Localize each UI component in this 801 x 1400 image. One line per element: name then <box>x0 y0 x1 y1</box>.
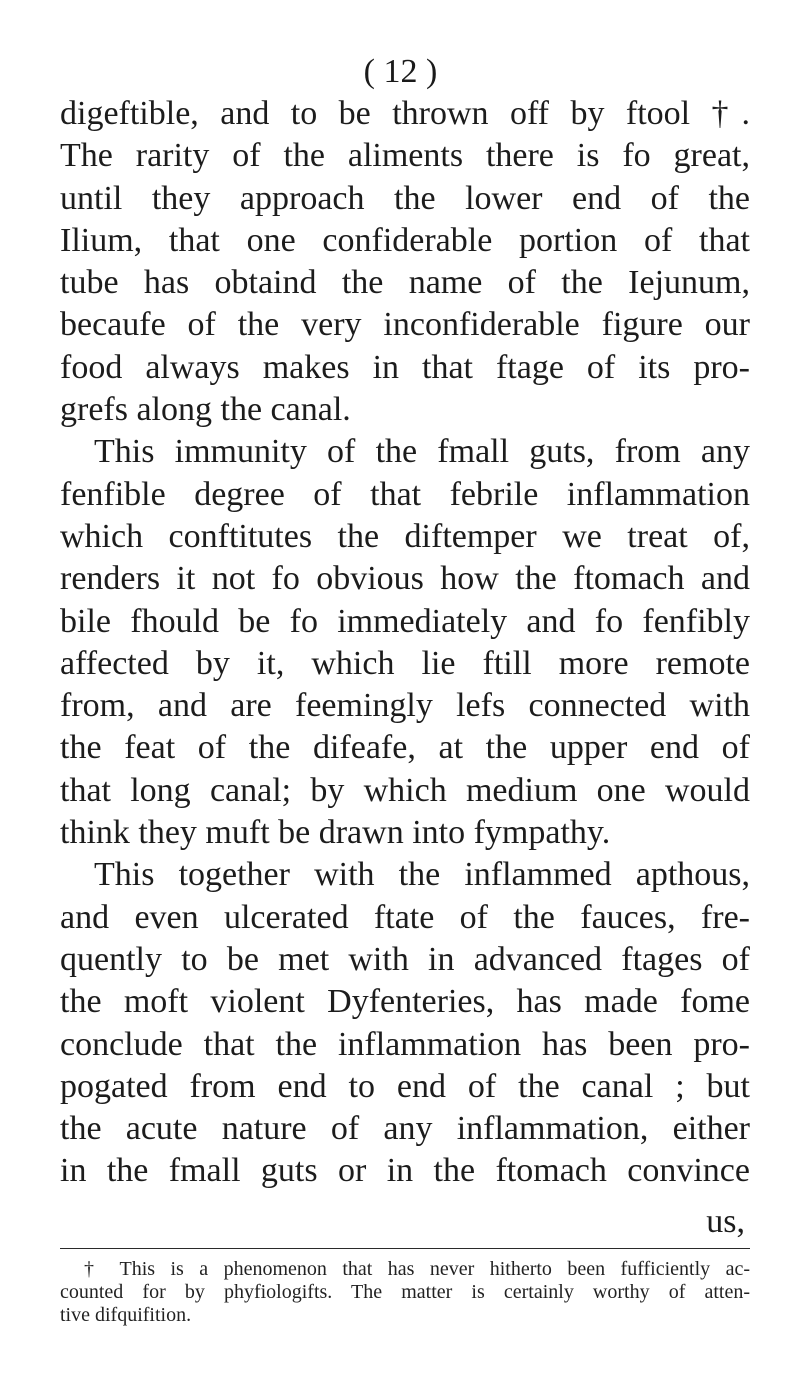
footnote-line: † This is a phenomenon that has never hitherto been fufficiently ac- <box>84 1258 750 1280</box>
catchword: us, <box>706 1203 745 1240</box>
text-line: which conftitutes the diftemper we treat of, <box>60 517 750 555</box>
page-number: ( 12 ) <box>363 53 438 90</box>
text-line: food always makes in that ftage of its pro- <box>60 348 750 386</box>
footnote-line: tive difquifition. <box>60 1304 192 1326</box>
text-line: pogated from end to end of the canal ; but <box>60 1067 750 1105</box>
text-line: conclude that the inflammation has been pro- <box>60 1025 750 1063</box>
text-line: The rarity of the aliments there is fo great, <box>60 137 750 175</box>
text-line: the feat of the difeafe, at the upper end of <box>60 729 750 767</box>
text-line: the moft violent Dyfenteries, has made fome <box>60 983 750 1021</box>
footnote <box>60 1258 750 1327</box>
text-line: bile fhould be fo immediately and fo fenfibly <box>60 602 750 640</box>
footnote-line: counted for by phyfiologifts. The matter is certainly worthy of atten- <box>60 1281 750 1303</box>
text-line: fenfible degree of that febrile inflammation <box>60 475 750 513</box>
text-line: This together with the inflammed apthous, <box>94 856 750 894</box>
text-line: affected by it, which lie ftill more remote <box>60 644 750 682</box>
text-line: This immunity of the fmall guts, from any <box>94 433 750 471</box>
text-line: that long canal; by which medium one would <box>60 771 750 809</box>
text-line: in the fmall guts or in the ftomach convince <box>60 1152 750 1190</box>
footnote-divider <box>60 1248 750 1249</box>
text-line: renders it not fo obvious how the ftomach and <box>60 560 750 598</box>
body-text <box>60 93 750 1193</box>
text-line: grefs along the canal. <box>60 391 351 429</box>
text-line: until they approach the lower end of the <box>60 179 750 217</box>
text-line: tube has obtaind the name of the Iejunum, <box>60 264 750 302</box>
text-line: becaufe of the very inconfiderable figure our <box>60 306 750 344</box>
text-line: Ilium, that one confiderable portion of that <box>60 221 750 259</box>
text-line: think they muft be drawn into fympathy. <box>60 814 611 852</box>
text-line: and even ulcerated ftate of the fauces, fre- <box>60 898 750 936</box>
text-line: quently to be met with in advanced ftages of <box>60 940 750 978</box>
text-line: the acute nature of any inflammation, either <box>60 1110 750 1148</box>
text-line: digeftible, and to be thrown off by ftool †. <box>60 95 750 132</box>
text-line: from, and are feemingly lefs connected with <box>60 687 750 725</box>
